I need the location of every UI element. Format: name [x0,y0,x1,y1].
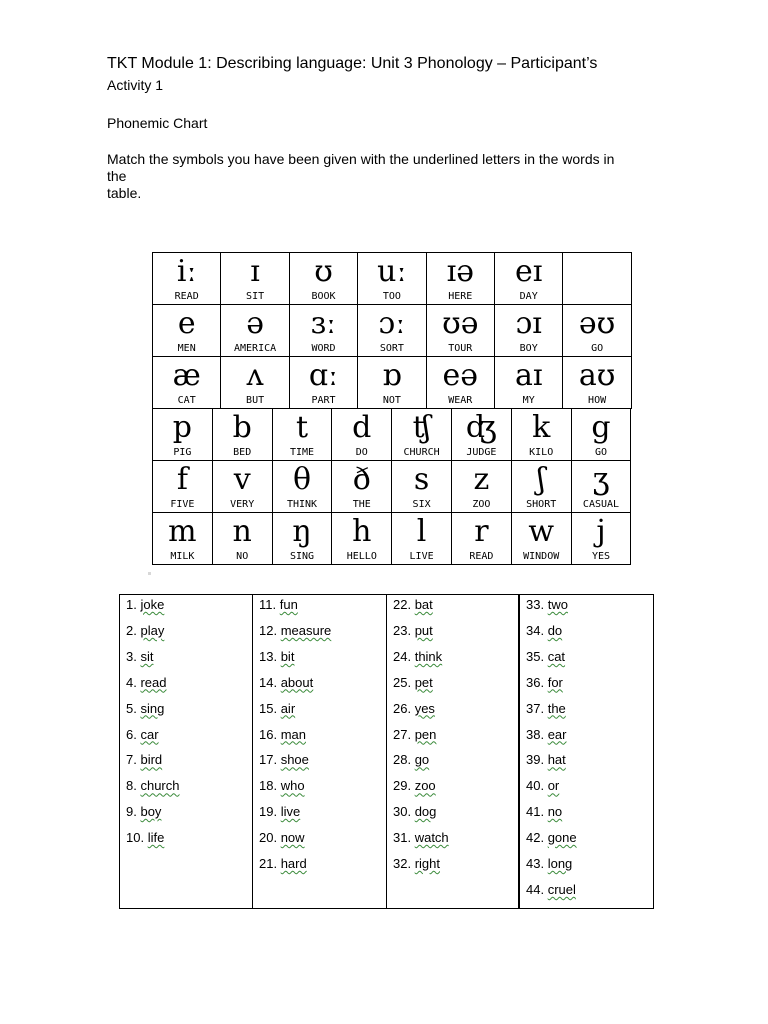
word-item [126,727,159,742]
item-number: 42. [526,830,545,846]
phonemic-chart [148,247,630,572]
item-number: 25. [393,674,412,690]
phoneme-symbol: w [528,514,555,549]
item-number: 10. [126,830,145,846]
example-word: TOO [382,291,401,302]
word-item [526,856,572,871]
item-number: 29. [393,778,412,794]
consonant-cell [451,512,512,565]
item-word: life [147,830,165,846]
word-column [386,595,518,908]
item-number: 11. [259,597,277,612]
item-word: think [414,648,443,664]
item-number: 27. [393,726,412,742]
item-number: 43. [526,856,545,871]
word-item [393,830,449,845]
consonant-cell [212,408,273,461]
word-item [393,597,433,612]
item-number: 6. [126,726,137,742]
phoneme-symbol: ɔɪ [515,306,542,341]
phoneme-symbol: aʊ [578,358,616,393]
word-item [526,778,559,793]
example-word: BED [233,447,252,458]
vowel-cell [220,356,289,409]
word-item [393,804,436,819]
item-word: right [414,856,440,871]
phoneme-symbol: m [168,514,197,549]
item-number: 22. [393,597,412,612]
item-word: shoe [280,752,309,768]
item-word: ear [547,726,567,742]
instructions-line: Match the symbols you have been given with the underlined letters in the words in [107,151,615,167]
vowel-cell [426,304,495,357]
example-word: BOY [519,343,538,354]
example-word: MEN [177,343,196,354]
item-word: hard [280,856,307,871]
example-word: PIG [173,447,192,458]
example-word: KILO [529,447,554,458]
vowel-cell [562,356,631,409]
word-item [526,623,562,638]
example-word: WORD [311,343,336,354]
item-number: 21. [259,856,278,871]
example-word: JUDGE [466,447,497,458]
word-item [126,830,164,845]
vowel-cell [220,252,289,305]
item-number: 34. [526,622,545,638]
word-item [393,649,442,664]
example-word: READ [174,291,199,302]
example-word: SIT [246,291,265,302]
word-item [526,649,565,664]
phoneme-symbol: aɪ [514,358,543,393]
item-word: yes [414,700,435,716]
example-word: NO [236,551,249,562]
word-item [126,649,153,664]
consonant-cell [571,512,632,565]
word-item [126,597,164,612]
item-number: 44. [526,881,545,897]
word-item [259,727,306,742]
phoneme-symbol: ʤ [465,410,497,445]
example-word: THE [352,499,371,510]
phoneme-symbol: ɜː [310,306,337,341]
item-number: 5. [126,700,137,716]
example-word: SHORT [526,499,557,510]
example-word: GO [591,343,604,354]
example-word: BUT [246,395,265,406]
item-number: 12. [259,622,278,638]
item-word: do [547,622,563,638]
word-item [526,701,566,716]
phoneme-symbol: j [596,514,606,549]
phoneme-symbol: p [172,410,192,445]
word-item [393,623,433,638]
phoneme-symbol: ɑː [308,358,339,393]
word-item [259,804,300,819]
item-word: watch [414,830,449,846]
word-item [259,752,309,767]
phoneme-symbol: ʧ [412,410,431,445]
phoneme-symbol: ʒ [592,462,610,497]
example-word: SORT [379,343,404,354]
item-number: 26. [393,700,412,716]
item-word: joke [140,597,165,612]
item-number: 31. [393,830,412,846]
example-word: ZOO [472,499,491,510]
example-word: CAT [177,395,196,406]
vowel-cell [289,252,358,305]
item-word: fun [279,597,298,612]
item-number: 4. [126,674,137,690]
item-word: car [140,726,159,742]
item-number: 28. [393,752,412,768]
item-word: put [414,622,433,638]
vowel-cell [562,252,631,305]
phoneme-symbol: h [352,514,372,549]
example-word: THINK [286,499,318,510]
phoneme-symbol: əʊ [578,306,616,341]
item-number: 3. [126,648,137,664]
item-word: play [140,622,165,638]
item-word: man [280,726,306,742]
consonant-cell [272,460,333,513]
item-word: dog [414,804,437,820]
word-item [259,675,313,690]
example-word: SING [289,551,315,562]
item-word: boy [140,804,162,820]
vowel-cell [152,356,221,409]
item-number: 20. [259,830,278,846]
phoneme-symbol: θ [292,462,312,497]
consonant-cell [571,408,632,461]
item-word: the [547,700,566,716]
example-word: GO [594,447,608,458]
example-word: PART [311,395,336,406]
vowel-cell [289,304,358,357]
item-number: 38. [526,726,545,742]
example-word: MILK [170,551,195,562]
phoneme-symbol: g [591,410,611,445]
chart-heading: Phonemic Chart [107,115,208,131]
item-word: zoo [414,778,436,794]
phoneme-symbol: n [232,514,252,549]
example-word: HELLO [346,551,377,562]
word-item [526,597,568,612]
phoneme-symbol: e [177,306,196,341]
phoneme-symbol: t [295,410,309,445]
vowel-cell [494,252,563,305]
phoneme-symbol: ʌ [246,358,264,393]
item-number: 13. [259,648,278,664]
item-word: pen [414,726,437,742]
word-item [259,649,294,664]
example-word: YES [591,551,611,562]
phoneme-symbol: iː [176,254,197,289]
item-number: 30. [393,804,412,820]
consonant-cell [272,408,333,461]
activity-label: Activity 1 [107,77,164,93]
item-number: 35. [526,648,545,664]
phoneme-symbol: ɪ [250,254,260,289]
item-word: now [280,830,305,846]
word-item [126,752,162,767]
vowel-cell [357,252,426,305]
item-word: long [547,856,573,871]
phoneme-symbol: s [413,462,430,497]
consonant-cell [451,460,512,513]
consonant-cell [511,408,572,461]
phoneme-symbol: ʊə [442,306,479,341]
vowel-cell [152,252,221,305]
item-number: 8. [126,778,137,794]
item-word: about [280,674,314,690]
word-column [120,595,252,908]
item-word: air [280,700,296,716]
word-item [393,727,436,742]
example-word: BOOK [311,291,336,302]
example-word: TIME [289,447,315,458]
word-item [126,701,164,716]
item-number: 2. [126,622,137,638]
item-number: 9. [126,804,137,820]
phoneme-symbol: uː [377,254,407,289]
vowel-cell [357,356,426,409]
word-item [259,623,331,638]
word-column [518,595,653,908]
word-item [126,804,161,819]
vowel-cell [494,304,563,357]
word-item [526,830,577,845]
word-item [526,882,576,897]
item-number: 32. [393,856,412,871]
vowel-cell [426,252,495,305]
example-word: NOT [382,395,401,406]
item-word: pet [414,674,433,690]
phoneme-symbol: æ [172,358,201,393]
example-word: DAY [519,291,538,302]
item-number: 33. [526,597,545,612]
word-item [259,778,305,793]
example-word: DO [355,447,368,458]
word-item [126,623,164,638]
vowel-cell [494,356,563,409]
phoneme-symbol: eə [442,358,479,393]
item-number: 23. [393,622,412,638]
item-number: 18. [259,778,278,794]
word-list-table [119,594,654,909]
consonant-cell [511,460,572,513]
example-word: CASUAL [582,499,620,510]
consonant-cell [391,460,452,513]
phoneme-symbol: r [474,514,489,549]
phoneme-symbol: ɪə [446,254,474,289]
item-word: sit [140,648,154,664]
example-word: LIVE [409,551,434,562]
item-word: go [414,752,430,768]
item-word: cruel [547,881,576,897]
phoneme-symbol: ə [246,306,264,341]
consonant-cell [152,408,213,461]
phoneme-symbol: l [416,514,427,549]
item-word: church [140,778,180,794]
page-title: TKT Module 1: Describing language: Unit 3 Phonology – Participant’s [107,55,598,72]
example-word: HERE [448,291,473,302]
vowel-cell [426,356,495,409]
item-word: live [280,804,301,820]
consonant-cell [571,460,632,513]
item-word: measure [280,622,332,638]
consonant-cell [511,512,572,565]
item-word: for [547,674,563,690]
word-item [126,675,167,690]
consonant-cell [331,512,392,565]
word-item [259,856,307,871]
example-word: FIVE [170,499,195,510]
vowel-cell [220,304,289,357]
consonant-cell [152,512,213,565]
phoneme-symbol: eɪ [515,254,543,289]
phoneme-symbol: d [352,410,372,445]
phoneme-symbol: ʃ [537,462,546,497]
phoneme-symbol: ŋ [292,514,312,549]
example-word: AMERICA [234,343,277,354]
item-word: bit [280,648,295,664]
item-word: no [547,804,563,820]
item-number: 7. [126,752,137,768]
phoneme-symbol: ɔː [378,306,406,341]
example-word: VERY [230,499,255,510]
phoneme-symbol: z [473,462,490,497]
item-number: 15. [259,700,278,716]
vowel-cell [289,356,358,409]
phoneme-symbol: ʊ [314,254,333,289]
item-number: 41. [526,804,545,820]
consonant-cell [212,460,273,513]
item-number: 19. [259,804,278,820]
consonant-cell [272,512,333,565]
word-item [393,752,429,767]
word-item [393,701,435,716]
phoneme-symbol: ð [352,462,371,497]
instructions-line: the [107,168,127,184]
consonant-cell [391,408,452,461]
example-word: WINDOW [523,551,560,562]
vowel-cell [562,304,631,357]
phoneme-symbol: k [532,410,551,445]
item-number: 1. [126,597,137,612]
example-word: MY [522,395,535,406]
consonant-cell [451,408,512,461]
instructions-line: table. [107,185,142,201]
phoneme-symbol: v [233,462,251,497]
item-word: gone [547,830,577,846]
word-item [526,675,563,690]
phoneme-symbol: b [232,410,252,445]
consonant-cell [152,460,213,513]
word-item [526,752,566,767]
item-word: who [280,778,305,794]
example-word: HOW [588,395,607,406]
example-word: READ [469,551,494,562]
instructions [107,151,667,202]
word-item [126,778,180,793]
item-number: 36. [526,674,545,690]
item-number: 24. [393,648,412,664]
item-number: 17. [259,752,278,768]
item-word: bat [414,597,433,612]
item-word: read [140,674,167,690]
example-word: TOUR [448,343,473,354]
word-item [393,856,440,871]
item-number: 16. [259,726,278,742]
word-item [393,778,436,793]
phoneme-symbol: ɒ [382,358,402,393]
word-item [259,597,298,612]
item-word: bird [140,752,163,768]
item-number: 14. [259,674,278,690]
example-word: WEAR [448,395,473,406]
consonant-cell [212,512,273,565]
item-word: sing [140,700,165,716]
item-word: or [547,778,560,794]
item-word: hat [547,752,566,768]
item-number: 37. [526,700,545,716]
word-column [252,595,386,908]
phoneme-symbol: f [176,462,188,497]
item-word: two [547,597,568,612]
word-item [259,701,295,716]
consonant-cell [331,460,392,513]
vowel-cell [357,304,426,357]
vowel-cell [152,304,221,357]
consonant-cell [331,408,392,461]
word-item [526,804,562,819]
example-word: SIX [412,499,431,510]
item-number: 40. [526,778,545,794]
item-number: 39. [526,752,545,768]
example-word: CHURCH [403,447,440,458]
consonant-cell [391,512,452,565]
word-item [259,830,305,845]
word-item [393,675,433,690]
word-item [526,727,567,742]
item-word: cat [547,648,566,664]
